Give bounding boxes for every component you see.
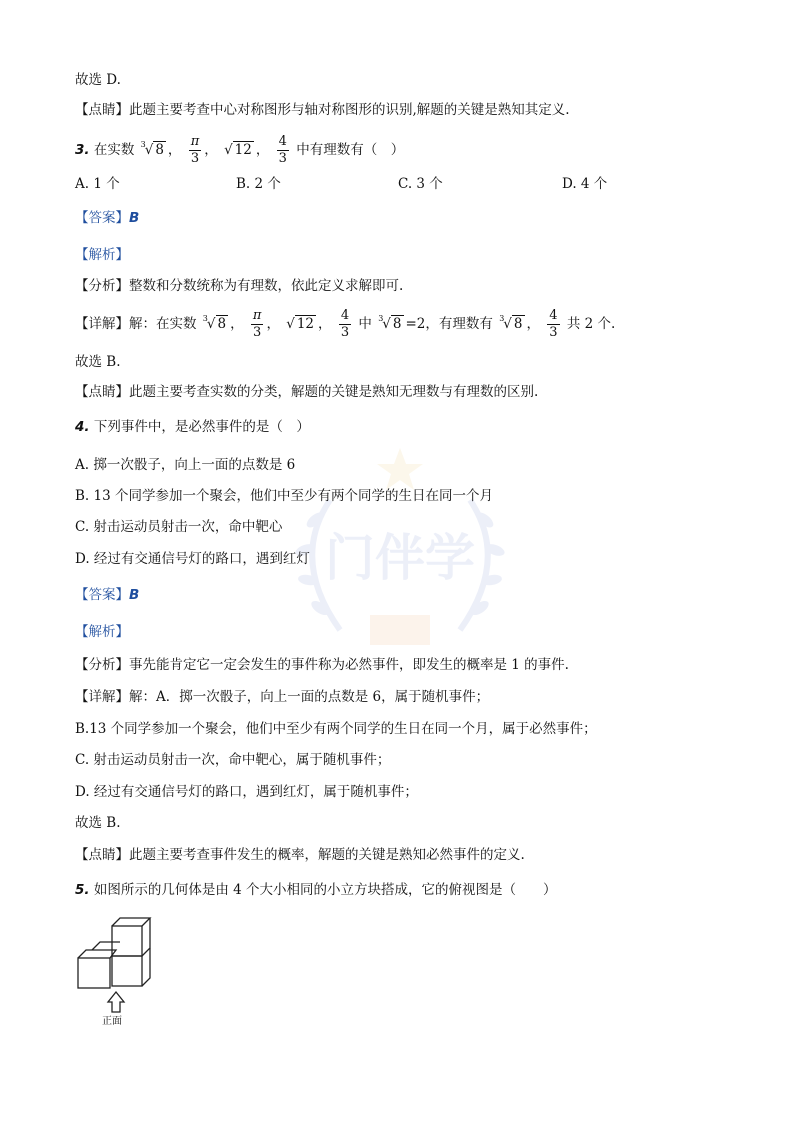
q4-option-a: A. 掷一次骰子，向上一面的点数是 6: [75, 457, 296, 473]
fenxi-4: 【分析】事先能肯定它一定会发生的事件称为必然事件，即发生的概率是 1 的事件.: [75, 657, 569, 673]
cube-figure: [72, 912, 162, 1037]
choose-b-4: 故选 B.: [75, 815, 121, 831]
fenxi-3: 【分析】整数和分数统称为有理数，依此定义求解即可.: [75, 278, 404, 294]
xiangjie-4-3: C. 射击运动员射击一次，命中靶心，属于随机事件；: [75, 752, 391, 768]
jiexi-4: 【解析】: [75, 624, 129, 640]
option-c: C. 3 个: [398, 176, 443, 192]
xiangjie-4-1: 【详解】解：A．掷一次骰子，向上一面的点数是 6，属于随机事件；: [75, 689, 490, 705]
q4-option-d: D. 经过有交通信号灯的路口，遇到红灯: [75, 551, 310, 567]
xiangjie-4-4: D. 经过有交通信号灯的路口，遇到红灯，属于随机事件；: [75, 784, 418, 800]
dianjing-4: 【点睛】此题主要考查事件发生的概率，解题的关键是熟知必然事件的定义.: [75, 847, 525, 863]
question-4: 4. 下列事件中，是必然事件的是（ ）: [75, 419, 310, 435]
question-5: 5. 如图所示的几何体是由 4 个大小相同的小立方块搭成，它的俯视图是（ ）: [75, 882, 557, 898]
option-b: B. 2 个: [236, 176, 281, 192]
fraction-pi-3: $\frac{\pi}{3}$: [190, 134, 200, 166]
choose-b-3: 故选 B.: [75, 354, 121, 370]
jiexi-3: 【解析】: [75, 247, 129, 263]
line-dianjing-2: 【点睛】此题主要考查中心对称图形与轴对称图形的识别,解题的关键是熟知其定义.: [75, 102, 570, 118]
xiangjie-4-2: B.13 个同学参加一个聚会，他们中至少有两个同学的生日在同一个月，属于必然事件；: [75, 721, 597, 737]
answer-4: 【答案】B: [75, 587, 140, 603]
question-3: 3. 在实数 $^3$√ 8 ， $\frac{\pi}{3}$ ， √ 12 ， $\frac{4}{3}$ 中有理数有（ ）: [75, 134, 405, 166]
option-a: A. 1 个: [75, 176, 120, 192]
fraction-4-3: $\frac{4}{3}$: [278, 134, 287, 166]
q4-option-c: C. 射击运动员射击一次，命中靶心: [75, 519, 283, 535]
xiangjie-3: 【详解】解：在实数 $^3$√ 8 ， $\frac{\pi}{3}$ ， √ 12 ， $\frac{4}{3}$ 中 $^3$√ 8 =2，有理数有 $^3$√ 8 ， $\frac{4}{3}$ 共 2 个.: [75, 308, 616, 340]
answer-3: 【答案】B: [75, 210, 140, 226]
cbrt-8: $^3$√ 8: [140, 140, 164, 158]
watermark-text: 门伴学: [325, 529, 475, 587]
option-d: D. 4 个: [562, 176, 608, 192]
question-number: 3.: [75, 142, 90, 158]
dianjing-3: 【点睛】此题主要考查实数的分类，解题的关键是熟知无理数与有理数的区别.: [75, 384, 539, 400]
sqrt-12: √ 12: [224, 142, 252, 158]
front-label: 正面: [102, 1016, 122, 1027]
line-choose-d: 故选 D.: [75, 72, 121, 88]
q4-option-b: B. 13 个同学参加一个聚会，他们中至少有两个同学的生日在同一个月: [75, 488, 493, 504]
